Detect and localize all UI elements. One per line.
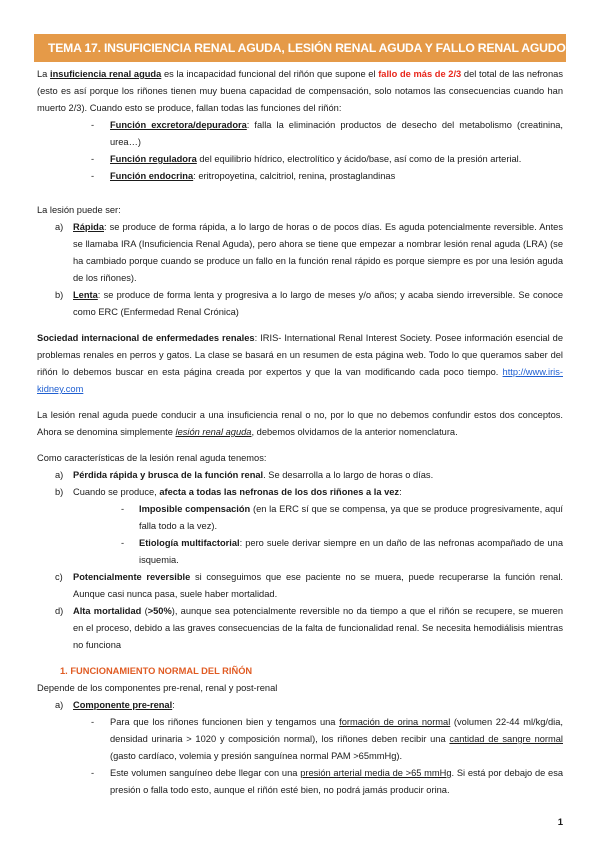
document-body [37, 66, 563, 799]
key-term: Función excretora/depuradora [110, 120, 247, 130]
page-number: 1 [557, 817, 563, 828]
key-term: presión arterial media de >65 mmHg [300, 768, 452, 778]
list-item [37, 287, 563, 321]
iris-link[interactable]: http://www.iris-kidney.com [37, 367, 563, 394]
iris-paragraph [37, 330, 563, 398]
key-term: Sociedad internacional de enfermedades renales [37, 333, 255, 343]
text: (volumen 22-44 ml/kg/dia, densidad urinaria > 1020 y composición normal), los riñones deben recibir una [110, 717, 563, 744]
text: ( [141, 606, 148, 616]
list-item [37, 569, 563, 603]
list-item [37, 168, 563, 185]
text: del equilibrio hídrico, electrolítico y ácido/base, así como de la presión arterial. [196, 154, 522, 164]
list-item [37, 501, 563, 535]
bullet: - [121, 504, 125, 514]
text: : [399, 487, 402, 497]
text: : se produce de forma lenta y progresiva a lo largo de meses y/o años; y acaba siendo irreversible. Se conoce como ERC (Enfermedad Renal Crónica) [73, 290, 563, 317]
list-item [37, 484, 563, 501]
list-item [37, 765, 563, 799]
text: (gasto cardíaco, volemia y presión sanguínea normal PAM >65mmHg). [110, 751, 403, 761]
nomenclature-paragraph [37, 407, 563, 441]
key-term: Alta mortalidad [73, 606, 142, 616]
text: : se produce de forma rápida, a lo largo de horas o de pocos días. Es aguda potencialmente reversible. Antes se llamaba IRA (Insuficiencia Renal Aguda), pero ahora se tiene que empezar a nombrar lesión renal aguda (LRA) (se ha cambiado porque cuando se produce un fallo en la función renal rápido es porque siempre es por una lesión aguda de los riñones). [73, 222, 563, 283]
bullet: - [91, 768, 95, 778]
key-term: Rápida [73, 222, 104, 232]
section-heading: 1. FUNCIONAMIENTO NORMAL DEL RIÑÓN [60, 666, 253, 676]
list-item [37, 219, 563, 287]
text: si conseguimos que ese paciente no se muera, puede recuperarse la función renal. Aunque casi nunca pasa, suele haber mortalidad. [73, 572, 564, 599]
key-term: formación de orina normal [339, 717, 451, 727]
intro-paragraph [37, 66, 563, 117]
text: es la incapacidad funcional del riñón que supone el [161, 69, 379, 79]
text: : falla la eliminación productos de desecho del metabolismo (creatinina, urea…) [110, 120, 564, 147]
list-marker: a) [55, 700, 64, 710]
text: (en la ERC sí que se compensa, ya que se produce progresivamente, aquí falla todo a la vez). [139, 504, 563, 531]
key-term: Componente pre-renal [73, 700, 173, 710]
list-marker: a) [55, 222, 64, 232]
key-term: Función reguladora [110, 154, 197, 164]
text: . Se desarrolla a lo largo de horas o días. [263, 470, 434, 480]
features-lead: Como características de la lesión renal aguda tenemos: [37, 453, 267, 463]
bullet: - [91, 717, 95, 727]
text: del total de las nefronas (esto es así porque los riñones tienen muy buena capacidad de compensación, solo notamos las consecuencias cuando han muerto 2/3). Cuando esto se produce, fallan todas las funciones del riñón: [37, 69, 563, 113]
key-term: insuficiencia renal aguda [50, 69, 162, 79]
title-banner [34, 34, 566, 62]
text: : pero suele derivar siempre en un daño de las nefronas acompañado de una isquemia. [139, 538, 563, 565]
text: : eritropoyetina, calcitriol, renina, prostaglandinas [193, 171, 396, 181]
key-term: Potencialmente reversible [73, 572, 191, 582]
list-item [37, 151, 563, 168]
text: , debemos olvidamos de la anterior nomenclatura. [251, 427, 458, 437]
bullet: - [121, 538, 125, 548]
key-term: Lenta [73, 290, 98, 300]
key-term: lesión renal aguda [175, 427, 252, 437]
text: La [37, 69, 51, 79]
list-marker: a) [55, 470, 64, 480]
key-term: afecta a todas las nefronas de los dos riñones a la vez [159, 487, 400, 497]
section-lead: Depende de los componentes pre-renal, renal y post-renal [37, 683, 278, 693]
mortality-value: >50% [147, 606, 172, 616]
document-title: TEMA 17. INSUFICIENCIA RENAL AGUDA, LESIÓN RENAL AGUDA Y FALLO RENAL AGUDO [48, 41, 566, 55]
text: : IRIS- International Renal Interest Society. Posee información esencial de problemas renales en perros y gatos. La clase se basará en un resumen de esta página web. Todo lo que queramos saber del riñón lo debemos buscar en esta página creada por expertos y que la van modificando cada poco tiempo. [37, 333, 563, 377]
bullet: - [91, 154, 95, 164]
key-term: Pérdida rápida y brusca de la función renal [73, 470, 264, 480]
key-term: Etiología multifactorial [139, 538, 240, 548]
list-item [37, 714, 563, 765]
list-item [37, 697, 563, 714]
list-marker: b) [55, 487, 64, 497]
key-term: Imposible compensación [139, 504, 251, 514]
list-marker: b) [55, 290, 64, 300]
text: . Si está por debajo de esa presión o falla todo esto, aunque el riñón esté bien, no podrá jamás producir orina. [110, 768, 564, 795]
text: La lesión renal aguda puede conducir a una insuficiencia renal o no, por lo que no debemos confundir estos dos conceptos. Ahora se denomina simplemente [37, 410, 563, 437]
list-item [37, 535, 563, 569]
list-item [37, 467, 563, 484]
text: : [172, 700, 175, 710]
highlight: fallo de más de 2/3 [378, 69, 462, 79]
key-term: Función endocrina [110, 171, 194, 181]
key-term: cantidad de sangre normal [449, 734, 563, 744]
list-marker: d) [55, 606, 64, 616]
bullet: - [91, 171, 95, 181]
text: Cuando se produce, [73, 487, 160, 497]
list-item [37, 117, 563, 151]
bullet: - [91, 120, 95, 130]
lesion-lead: La lesión puede ser: [37, 205, 121, 215]
list-marker: c) [55, 572, 63, 582]
text: Para que los riñones funcionen bien y tengamos una [110, 717, 340, 727]
list-item [37, 603, 563, 654]
text: ), aunque sea potencialmente reversible no da tiempo a que el riñón se recupere, se mueren en el proceso, debido a las graves consecuencias de la falta de funcionalidad renal. Se necesita hemodiálisis mientras no funciona [73, 606, 564, 650]
text: Este volumen sanguíneo debe llegar con una [110, 768, 301, 778]
